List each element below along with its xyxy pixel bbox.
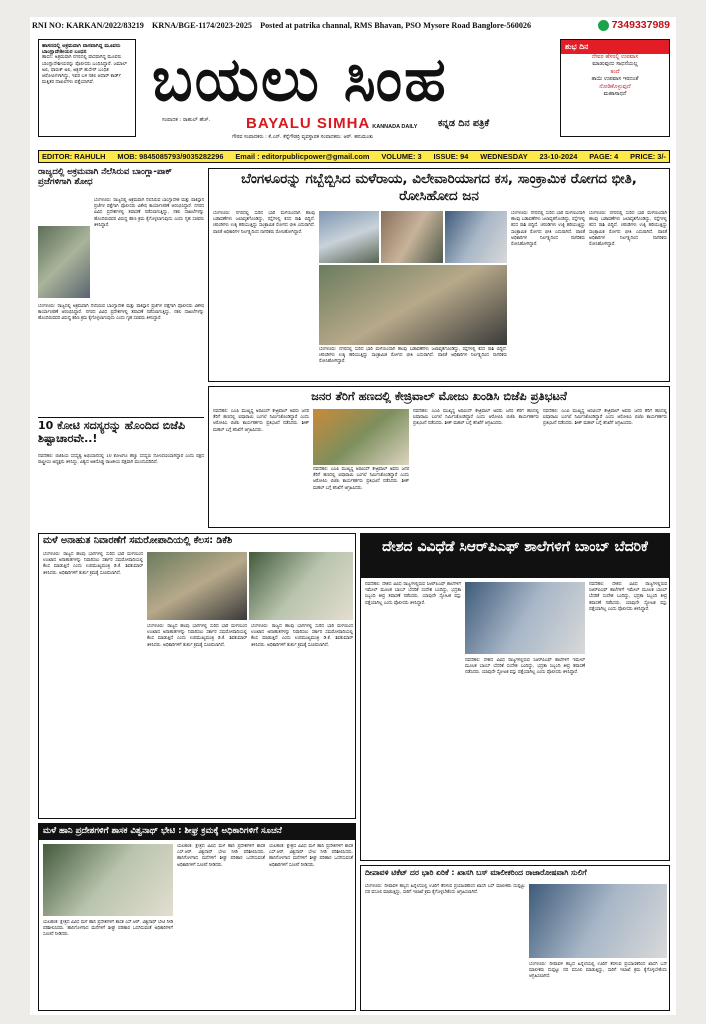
lead-body-continued: ಬೆಂಗಳೂರು: ನಗರದಲ್ಲಿ ಸುರಿದ ಭಾರಿ ಮಳೆಯಿಂದಾಗಿ ಹಲವು ಬಡಾವಣೆಗಳು ಜಲಾವೃತಗೊಂಡಿದ್ದು, ರಸ್ತೆಗಳಲ್ಲಿ ಕಸದ ರಾಶಿ ಬಿದ್ದಿದೆ. ಚರಂಡಿಗಳು ಉಕ್ಕಿ ಹರಿಯುತ್ತಿದ್ದು ಸಾಂಕ್ರಾಮಿಕ ರೋಗದ ಭೀತಿ ಎದುರಾಗಿದೆ. ಪಾಲಿಕೆ ಅಧಿಕಾರಿಗಳ ನಿರ್ಲಕ್ಷ್ಯದಿಂದ ನಾಗರಿಕರು ರೋಸಿಹೋಗಿದ್ದಾರೆ. [319,347,507,365]
story-bangla-pak-search [38,168,204,413]
right-notice-line: ಮಾಡುವುದು ಸಾಧನೆಯಲ್ಲ [592,61,638,68]
story-body: ಬೆಂಗಳೂರು: ರಾಜ್ಯದ ಹಲವು ಭಾಗಗಳಲ್ಲಿ ಸುರಿದ ಭಾರಿ ಮಳೆಯಿಂದ ಉಂಟಾದ ಅನಾಹುತಗಳನ್ನು ನಿವಾರಿಸಲು ಸರ್ಕಾರ ಸಮರೋಪಾದಿಯಲ್ಲಿ ಕೆಲಸ ಮಾಡುತ್ತಿದೆ ಎಂದು ಉಪಮುಖ್ಯಮಂತ್ರಿ ಡಿ.ಕೆ. ಶಿವಕುಮಾರ್ ತಿಳಿಸಿದರು. ಅಧಿಕಾರಿಗಳಿಗೆ ತುರ್ತು ಕ್ರಮಕ್ಕೆ ಸೂಚಿಸಲಾಗಿದೆ. [43,552,143,576]
right-notice-line: ನೋಡಿಕೊಳ್ಳುವುದೆ [599,83,631,90]
story-headline: ಮಳೆ ಹಾನಿ ಪ್ರದೇಶಗಳಿಗೆ ಶಾಸಕ ವಿಶ್ವನಾಥ್ ಭೇಟಿ : ಶೀಘ್ರ ಕ್ರಮಕ್ಕೆ ಅಧಿಕಾರಿಗಳಿಗೆ ಸೂಚನೆ [39,824,355,840]
story-body-continued: ಬೆಂಗಳೂರು: ದೀಪಾವಳಿ ಹಬ್ಬದ ಹಿನ್ನೆಲೆಯಲ್ಲಿ ಊರಿಗೆ ತೆರಳುವ ಪ್ರಯಾಣಿಕರಿಂದ ಖಾಸಗಿ ಬಸ್ ಮಾಲೀಕರು ದುಪ್ಪಟ್ಟು ದರ ವಸೂಲಿ ಮಾಡುತ್ತಿದ್ದು, ಸಾರಿಗೆ ಇಲಾಖೆ ಕ್ರಮ ಕೈಗೊಳ್ಳಬೇಕೆಂದು ಆಗ್ರಹಿಸಲಾಗಿದೆ. [529,962,667,980]
newspaper-page [30,17,676,1015]
story-mla-visit [38,823,356,1011]
lead-body: ಬೆಂಗಳೂರು: ನಗರದಲ್ಲಿ ಸುರಿದ ಭಾರಿ ಮಳೆಯಿಂದಾಗಿ ಹಲವು ಬಡಾವಣೆಗಳು ಜಲಾವೃತಗೊಂಡಿದ್ದು, ರಸ್ತೆಗಳಲ್ಲಿ ಕಸದ ರಾಶಿ ಬಿದ್ದಿದೆ. ಚರಂಡಿಗಳು ಉಕ್ಕಿ ಹರಿಯುತ್ತಿದ್ದು ಸಾಂಕ್ರಾಮಿಕ ರೋಗದ ಭೀತಿ ಎದುರಾಗಿದೆ. ಪಾಲಿಕೆ ಅಧಿಕಾರಿಗಳ ನಿರ್ಲಕ್ಷ್ಯದಿಂದ ನಾಗರಿಕರು ರೋಸಿಹೋಗಿದ್ದಾರೆ. [213,211,315,235]
story-bjp-members [38,417,204,529]
story-headline: ದೀಪಾವಳಿ ಟಿಕೆಟ್ ದರ ಭಾರಿ ಏರಿಕೆ : ಖಾಸಗಿ ಬಸ್ ಮಾಲೀಕರಿಂದ ರಾಜಾರೋಷವಾಗಿ ಸುಲಿಗೆ [365,868,587,877]
photo-protest [313,409,409,465]
story-body-column: ಬೆಂಗಳೂರು: ರಾಜ್ಯದ ಹಲವು ಭಾಗಗಳಲ್ಲಿ ಸುರಿದ ಭಾರಿ ಮಳೆಯಿಂದ ಉಂಟಾದ ಅನಾಹುತಗಳನ್ನು ನಿವಾರಿಸಲು ಸರ್ಕಾರ ಸಮರೋಪಾದಿಯಲ್ಲಿ ಕೆಲಸ ಮಾಡುತ್ತಿದೆ ಎಂದು ಉಪಮುಖ್ಯಮಂತ್ರಿ ಡಿ.ಕೆ. ಶಿವಕುಮಾರ್ ತಿಳಿಸಿದರು. ಅಧಿಕಾರಿಗಳಿಗೆ ತುರ್ತು ಕ್ರಮಕ್ಕೆ ಸೂಚಿಸಲಾಗಿದೆ. [251,624,353,648]
story-body-column: ಯಲಹಂಕ: ಕ್ಷೇತ್ರದ ವಿವಿಧ ಮಳೆ ಹಾನಿ ಪ್ರದೇಶಗಳಿಗೆ ಶಾಸಕ ಎಸ್.ಆರ್. ವಿಶ್ವನಾಥ್ ಭೇಟಿ ನೀಡಿ ಪರಿಶೀಲಿಸಿದರು. ಹಾನಿಗೊಳಗಾದ ಮನೆಗಳಿಗೆ ಶೀಘ್ರ ಪರಿಹಾರ ಒದಗಿಸುವಂತೆ ಅಧಿಕಾರಿಗಳಿಗೆ ಸೂಚನೆ ನೀಡಿದರು. [269,844,353,868]
story-dks-rain-relief [38,533,356,819]
story-kejriwal-protest [208,386,670,528]
photo-flyover [445,211,507,263]
editor-name: EDITOR: RAHULH [42,152,106,161]
rni-number: RNI NO: KARKAN/2022/83219 [32,21,144,30]
photo-dks-visit [249,552,353,620]
sub-editor-credit: ಗೌರವ ಸಂಪಾದಕರು : ಕೆ.ಎನ್. ಕೆನ್ನೆಗೌಡರ್ರಿ ವ್ಯವಸ್ಥಾಪಕ ಸಂಪಾದಕರು: ಆರ್. ಹನುಮಂತು [232,134,374,140]
story-headline: 10 ಕೋಟಿ ಸದಸ್ಯರನ್ನು ಹೊಂದಿದ ಬಿಜೆಪಿ ಶಿಷ್ಟಾಚಾರವೇ..! [38,419,186,445]
story-body-column: ಬೆಂಗಳೂರು: ರಾಜ್ಯದ ಹಲವು ಭಾಗಗಳಲ್ಲಿ ಸುರಿದ ಭಾರಿ ಮಳೆಯಿಂದ ಉಂಟಾದ ಅನಾಹುತಗಳನ್ನು ನಿವಾರಿಸಲು ಸರ್ಕಾರ ಸಮರೋಪಾದಿಯಲ್ಲಿ ಕೆಲಸ ಮಾಡುತ್ತಿದೆ ಎಂದು ಉಪಮುಖ್ಯಮಂತ್ರಿ ಡಿ.ಕೆ. ಶಿವಕುಮಾರ್ ತಿಳಿಸಿದರು. ಅಧಿಕಾರಿಗಳಿಗೆ ತುರ್ತು ಕ್ರಮಕ್ಕೆ ಸೂಚಿಸಲಾಗಿದೆ. [147,624,247,648]
story-deepavali-bus-fares [360,865,670,1011]
lead-headline: ಬೆಂಗಳೂರನ್ನು ಗಬ್ಬೆಬ್ಬಿಸಿದ ಮಳೆರಾಯ, ವಿಲೇವಾರಿಯಾಗದ ಕಸ, ಸಾಂಕ್ರಾಮಿಕ ರೋಗದ ಭೀತಿ, ರೋಸಿಹೋದ ಜನ [241,171,637,204]
right-notice-line: ದೇವರ ಹೆಸರಲ್ಲಿ ಉಪವಾಸ [591,54,639,60]
photo-garbage [381,211,443,263]
photo-school-security [465,582,585,654]
masthead-tagline: ಕನ್ನಡ ದಿನ ಪತ್ರಿಕೆ [438,118,490,129]
contact-phone [598,19,670,31]
masthead-title-kannada: ಬಯಲು ಸಿಂಹ [152,47,448,113]
photo-official [38,226,90,298]
right-notice-heading: ಶುಭ ದಿನ [561,40,669,54]
story-body-column: ನವದೆಹಲಿ: ದೇಶದ ವಿವಿಧ ರಾಜ್ಯಗಳಲ್ಲಿರುವ ಸಿಆರ್‌ಪಿಎಫ್ ಶಾಲೆಗಳಿಗೆ ಇಮೇಲ್ ಮೂಲಕ ಬಾಂಬ್ ಬೆದರಿಕೆ ಸಂದೇಶ ಬಂದಿದ್ದು, ಭದ್ರತಾ ಸಿಬ್ಬಂದಿ ತೀವ್ರ ತಪಾಸಣೆ ನಡೆಸಿದರು. ಯಾವುದೇ ಸ್ಫೋಟಕ ವಸ್ತು ಪತ್ತೆಯಾಗಿಲ್ಲ ಎಂದು ಪೊಲೀಸರು ತಿಳಿಸಿದ್ದಾರೆ. [589,582,667,612]
left-notice-box [38,39,136,137]
left-notice-title: ಹಾಸನದಲ್ಲಿ ಅಕ್ರಮವಾಗಿ ವಾಸವಾಗಿದ್ದ ಮೂವರು ಬಾಂಗ್ಲಾದೇಶೀಯರ ಬಂಧನ [42,43,121,56]
whatsapp-icon [598,20,609,31]
issue: ISSUE: 94 [433,152,469,161]
right-notice-line: ಮಹಾಸಾಧನೆ [603,91,627,98]
story-body-column: ಯಲಹಂಕ: ಕ್ಷೇತ್ರದ ವಿವಿಧ ಮಳೆ ಹಾನಿ ಪ್ರದೇಶಗಳಿಗೆ ಶಾಸಕ ಎಸ್.ಆರ್. ವಿಶ್ವನಾಥ್ ಭೇಟಿ ನೀಡಿ ಪರಿಶೀಲಿಸಿದರು. ಹಾನಿಗೊಳಗಾದ ಮನೆಗಳಿಗೆ ಶೀಘ್ರ ಪರಿಹಾರ ಒದಗಿಸುವಂತೆ ಅಧಿಕಾರಿಗಳಿಗೆ ಸೂಚನೆ ನೀಡಿದರು. [177,844,265,868]
story-headline: ಜನರ ತೆರಿಗೆ ಹಣದಲ್ಲಿ ಕೇಜ್ರಿವಾಲ್ ಮೋಜು ಖಂಡಿಸಿ ಬಿಜೆಪಿ ಪ್ರತಿಭಟನೆ [311,389,567,403]
photo-waterlogged-area [319,265,507,345]
story-body: ಯಲಹಂಕ: ಕ್ಷೇತ್ರದ ವಿವಿಧ ಮಳೆ ಹಾನಿ ಪ್ರದೇಶಗಳಿಗೆ ಶಾಸಕ ಎಸ್.ಆರ್. ವಿಶ್ವನಾಥ್ ಭೇಟಿ ನೀಡಿ ಪರಿಶೀಲಿಸಿದರು. ಹಾನಿಗೊಳಗಾದ ಮನೆಗಳಿಗೆ ಶೀಘ್ರ ಪರಿಹಾರ ಒದಗಿಸುವಂತೆ ಅಧಿಕಾರಿಗಳಿಗೆ ಸೂಚನೆ ನೀಡಿದರು. [43,920,173,938]
story-body-column: ನವದೆಹಲಿ: ಎಎಪಿ ಮುಖ್ಯಸ್ಥ ಅರವಿಂದ್ ಕೇಜ್ರಿವಾಲ್ ಅವರು ಜನರ ತೆರಿಗೆ ಹಣದಲ್ಲಿ ಐಷಾರಾಮಿ ಬಂಗಲೆ ನಿರ್ಮಿಸಿಕೊಂಡಿದ್ದಾರೆ ಎಂದು ಆರೋಪಿಸಿ ಬಿಜೆಪಿ ಕಾರ್ಯಕರ್ತರು ಪ್ರತಿಭಟನೆ ನಡೆಸಿದರು. ಶೀಶ್ ಮಹಲ್ ಬಗ್ಗೆ ತನಿಖೆಗೆ ಆಗ್ರಹಿಸಿದರು. [413,409,539,427]
masthead-title-english [246,115,417,132]
page-number: PAGE: 4 [589,152,619,161]
masthead [142,39,556,143]
story-body-column: ನವದೆಹಲಿ: ದೇಶದ ವಿವಿಧ ರಾಜ್ಯಗಳಲ್ಲಿರುವ ಸಿಆರ್‌ಪಿಎಫ್ ಶಾಲೆಗಳಿಗೆ ಇಮೇಲ್ ಮೂಲಕ ಬಾಂಬ್ ಬೆದರಿಕೆ ಸಂದೇಶ ಬಂದಿದ್ದು, ಭದ್ರತಾ ಸಿಬ್ಬಂದಿ ತೀವ್ರ ತಪಾಸಣೆ ನಡೆಸಿದರು. ಯಾವುದೇ ಸ್ಫೋಟಕ ವಸ್ತು ಪತ್ತೆಯಾಗಿಲ್ಲ ಎಂದು ಪೊಲೀಸರು ತಿಳಿಸಿದ್ದಾರೆ. [465,658,585,676]
photo-flooded-street [319,211,379,263]
photo-mla-inspection [43,844,173,916]
photo-rain-damage [147,552,247,620]
kannada-daily-label: KANNADA DAILY [372,124,418,130]
story-body-continued: ನವದೆಹಲಿ: ಎಎಪಿ ಮುಖ್ಯಸ್ಥ ಅರವಿಂದ್ ಕೇಜ್ರಿವಾಲ್ ಅವರು ಜನರ ತೆರಿಗೆ ಹಣದಲ್ಲಿ ಐಷಾರಾಮಿ ಬಂಗಲೆ ನಿರ್ಮಿಸಿಕೊಂಡಿದ್ದಾರೆ ಎಂದು ಆರೋಪಿಸಿ ಬಿಜೆಪಿ ಕಾರ್ಯಕರ್ತರು ಪ್ರತಿಭಟನೆ ನಡೆಸಿದರು. ಶೀಶ್ ಮಹಲ್ ಬಗ್ಗೆ ತನಿಖೆಗೆ ಆಗ್ರಹಿಸಿದರು. [313,467,409,491]
date: 23-10-2024 [539,152,578,161]
email: Email : editorpublicpower@gmail.com [235,152,370,161]
story-body: ನವದೆಹಲಿ: ಎಎಪಿ ಮುಖ್ಯಸ್ಥ ಅರವಿಂದ್ ಕೇಜ್ರಿವಾಲ್ ಅವರು ಜನರ ತೆರಿಗೆ ಹಣದಲ್ಲಿ ಐಷಾರಾಮಿ ಬಂಗಲೆ ನಿರ್ಮಿಸಿಕೊಂಡಿದ್ದಾರೆ ಎಂದು ಆರೋಪಿಸಿ ಬಿಜೆಪಿ ಕಾರ್ಯಕರ್ತರು ಪ್ರತಿಭಟನೆ ನಡೆಸಿದರು. ಶೀಶ್ ಮಹಲ್ ಬಗ್ಗೆ ತನಿಖೆಗೆ ಆಗ್ರಹಿಸಿದರು. [213,409,309,433]
story-crpf-bomb-threat [360,533,670,861]
story-body: ನವದೆಹಲಿ: ದೇಶದ ವಿವಿಧ ರಾಜ್ಯಗಳಲ್ಲಿರುವ ಸಿಆರ್‌ಪಿಎಫ್ ಶಾಲೆಗಳಿಗೆ ಇಮೇಲ್ ಮೂಲಕ ಬಾಂಬ್ ಬೆದರಿಕೆ ಸಂದೇಶ ಬಂದಿದ್ದು, ಭದ್ರತಾ ಸಿಬ್ಬಂದಿ ತೀವ್ರ ತಪಾಸಣೆ ನಡೆಸಿದರು. ಯಾವುದೇ ಸ್ಫೋಟಕ ವಸ್ತು ಪತ್ತೆಯಾಗಿಲ್ಲ ಎಂದು ಪೊಲೀಸರು ತಿಳಿಸಿದ್ದಾರೆ. [365,582,461,606]
story-headline: ದೇಶದ ವಿವಿಧೆಡೆ ಸಿಆರ್‌ಪಿಎಫ್ ಶಾಲೆಗಳಿಗೆ ಬಾಂಬ್ ಬೆದರಿಕೆ [361,534,669,578]
story-body-continued: ಬೆಂಗಳೂರು: ರಾಜ್ಯದಲ್ಲಿ ಅಕ್ರಮವಾಗಿ ನೆಲೆಸಿರುವ ಬಾಂಗ್ಲಾದೇಶ ಮತ್ತು ಪಾಕಿಸ್ತಾನ ಪ್ರಜೆಗಳ ಪತ್ತೆಗಾಗಿ ಪೊಲೀಸರು ವಿಶೇಷ ಕಾರ್ಯಾಚರಣೆ ಆರಂಭಿಸಿದ್ದಾರೆ. ನಗರದ ವಿವಿಧ ಪ್ರದೇಶಗಳಲ್ಲಿ ತಪಾಸಣೆ ನಡೆಸಲಾಗುತ್ತಿದ್ದು, ನಕಲಿ ದಾಖಲೆಗಳನ್ನು ಹೊಂದಿರುವವರ ವಿರುದ್ಧ ಕಠಿಣ ಕ್ರಮ ಕೈಗೊಳ್ಳಲಾಗುವುದು ಎಂದು ಗೃಹ ಸಚಿವರು ತಿಳಿಸಿದ್ದಾರೆ. [38,304,204,322]
masthead-title-english-text: BAYALU SIMHA [246,115,371,132]
story-body-column: ನವದೆಹಲಿ: ಎಎಪಿ ಮುಖ್ಯಸ್ಥ ಅರವಿಂದ್ ಕೇಜ್ರಿವಾಲ್ ಅವರು ಜನರ ತೆರಿಗೆ ಹಣದಲ್ಲಿ ಐಷಾರಾಮಿ ಬಂಗಲೆ ನಿರ್ಮಿಸಿಕೊಂಡಿದ್ದಾರೆ ಎಂದು ಆರೋಪಿಸಿ ಬಿಜೆಪಿ ಕಾರ್ಯಕರ್ತರು ಪ್ರತಿಭಟನೆ ನಡೆಸಿದರು. ಶೀಶ್ ಮಹಲ್ ಬಗ್ಗೆ ತನಿಖೆಗೆ ಆಗ್ರಹಿಸಿದರು. [543,409,667,427]
right-notice-line: ತಾಯಿ ಉಪವಾಸ ಇರದಂತೆ [591,76,639,83]
publication-registration-line [30,17,676,35]
lead-story-rain [208,168,670,382]
photo-private-buses [529,884,667,958]
editor-credit: ಸಂಪಾದಕ : ರಾಹುಲ್ ಹೆಚ್. [162,117,211,123]
postal-number: KRNA/BGE-1174/2023-2025 [151,21,253,30]
left-notice-body: ಹಾಸನ: ಅಕ್ರಮವಾಗಿ ನಗರದಲ್ಲಿ ವಾಸವಾಗಿದ್ದ ಮೂವರು ಬಾಂಗ್ಲಾದೇಶೀಯರನ್ನು ಪೊಲೀಸರು ಬಂಧಿಸಿದ್ದಾರೆ. ಜಮಾಲ್ ಅಲಿ, ಫಾರುಕ್ ಅಲಿ, ಅಕ್ಬರ್ ಹುಸೇನ್ ಬಂಧಿತ ಆರೋಪಿಗಳಾಗಿದ್ದು, ಇವರ ಬಳಿ ನಕಲಿ ಆಧಾರ್ ಕಾರ್ಡ್ ಮತ್ತಿತರ ದಾಖಲೆಗಳು ಪತ್ತೆಯಾಗಿವೆ. [42,55,128,86]
lead-body-column: ಬೆಂಗಳೂರು: ನಗರದಲ್ಲಿ ಸುರಿದ ಭಾರಿ ಮಳೆಯಿಂದಾಗಿ ಹಲವು ಬಡಾವಣೆಗಳು ಜಲಾವೃತಗೊಂಡಿದ್ದು, ರಸ್ತೆಗಳಲ್ಲಿ ಕಸದ ರಾಶಿ ಬಿದ್ದಿದೆ. ಚರಂಡಿಗಳು ಉಕ್ಕಿ ಹರಿಯುತ್ತಿದ್ದು ಸಾಂಕ್ರಾಮಿಕ ರೋಗದ ಭೀತಿ ಎದುರಾಗಿದೆ. ಪಾಲಿಕೆ ಅಧಿಕಾರಿಗಳ ನಿರ್ಲಕ್ಷ್ಯದಿಂದ ನಾಗರಿಕರು ರೋಸಿಹೋಗಿದ್ದಾರೆ. [511,211,585,248]
right-notice-line: ತಂದೆ [610,68,620,75]
weekday: WEDNESDAY [480,152,528,161]
lead-body-column: ಬೆಂಗಳೂರು: ನಗರದಲ್ಲಿ ಸುರಿದ ಭಾರಿ ಮಳೆಯಿಂದಾಗಿ ಹಲವು ಬಡಾವಣೆಗಳು ಜಲಾವೃತಗೊಂಡಿದ್ದು, ರಸ್ತೆಗಳಲ್ಲಿ ಕಸದ ರಾಶಿ ಬಿದ್ದಿದೆ. ಚರಂಡಿಗಳು ಉಕ್ಕಿ ಹರಿಯುತ್ತಿದ್ದು ಸಾಂಕ್ರಾಮಿಕ ರೋಗದ ಭೀತಿ ಎದುರಾಗಿದೆ. ಪಾಲಿಕೆ ಅಧಿಕಾರಿಗಳ ನಿರ್ಲಕ್ಷ್ಯದಿಂದ ನಾಗರಿಕರು ರೋಸಿಹೋಗಿದ್ದಾರೆ. [589,211,667,248]
phone-number: 7349337989 [611,19,670,31]
mobile-numbers: MOB: 9845085793/9035282296 [117,152,224,161]
right-notice-box [560,39,670,137]
story-headline: ಮಳೆ ಅನಾಹುತ ನಿವಾರಣೆಗೆ ಸಮರೋಪಾದಿಯಲ್ಲಿ ಕೆಲಸ: ಡಿಕೆಶಿ [43,535,233,546]
price: PRICE: 3/- [630,152,666,161]
story-headline: ರಾಜ್ಯದಲ್ಲಿ ಅಕ್ರಮವಾಗಿ ನೆಲೆಸಿರುವ ಬಾಂಗ್ಲಾ-ಪಾಕ್ ಪ್ರಜೆಗಳಿಗಾಗಿ ಶೋಧ [38,168,172,187]
posted-at: Posted at patrika channal, RMS Bhavan, PSO Mysore Road Banglore-560026 [260,21,532,30]
edition-info-bar [38,150,670,163]
story-body: ಬೆಂಗಳೂರು: ರಾಜ್ಯದಲ್ಲಿ ಅಕ್ರಮವಾಗಿ ನೆಲೆಸಿರುವ ಬಾಂಗ್ಲಾದೇಶ ಮತ್ತು ಪಾಕಿಸ್ತಾನ ಪ್ರಜೆಗಳ ಪತ್ತೆಗಾಗಿ ಪೊಲೀಸರು ವಿಶೇಷ ಕಾರ್ಯಾಚರಣೆ ಆರಂಭಿಸಿದ್ದಾರೆ. ನಗರದ ವಿವಿಧ ಪ್ರದೇಶಗಳಲ್ಲಿ ತಪಾಸಣೆ ನಡೆಸಲಾಗುತ್ತಿದ್ದು, ನಕಲಿ ದಾಖಲೆಗಳನ್ನು ಹೊಂದಿರುವವರ ವಿರುದ್ಧ ಕಠಿಣ ಕ್ರಮ ಕೈಗೊಳ್ಳಲಾಗುವುದು ಎಂದು ಗೃಹ ಸಚಿವರು ತಿಳಿಸಿದ್ದಾರೆ. [94,198,204,228]
story-body: ನವದೆಹಲಿ: ಬಿಜೆಪಿಯ ಸದಸ್ಯತ್ವ ಅಭಿಯಾನದಲ್ಲಿ 10 ಕೋಟಿಗೂ ಹೆಚ್ಚು ಸದಸ್ಯರು ನೋಂದಣಿಯಾಗಿದ್ದಾರೆ ಎಂದು ಪಕ್ಷದ ರಾಷ್ಟ್ರೀಯ ಅಧ್ಯಕ್ಷರು ತಿಳಿಸಿದ್ದು, ವಿಶ್ವದ ಅತಿದೊಡ್ಡ ರಾಜಕೀಯ ಪಕ್ಷವಾಗಿ ಮುಂದುವರಿದಿದೆ. [38,454,204,466]
volume: VOLUME: 3 [381,152,422,161]
story-body: ಬೆಂಗಳೂರು: ದೀಪಾವಳಿ ಹಬ್ಬದ ಹಿನ್ನೆಲೆಯಲ್ಲಿ ಊರಿಗೆ ತೆರಳುವ ಪ್ರಯಾಣಿಕರಿಂದ ಖಾಸಗಿ ಬಸ್ ಮಾಲೀಕರು ದುಪ್ಪಟ್ಟು ದರ ವಸೂಲಿ ಮಾಡುತ್ತಿದ್ದು, ಸಾರಿಗೆ ಇಲಾಖೆ ಕ್ರಮ ಕೈಗೊಳ್ಳಬೇಕೆಂದು ಆಗ್ರಹಿಸಲಾಗಿದೆ. [365,884,525,896]
